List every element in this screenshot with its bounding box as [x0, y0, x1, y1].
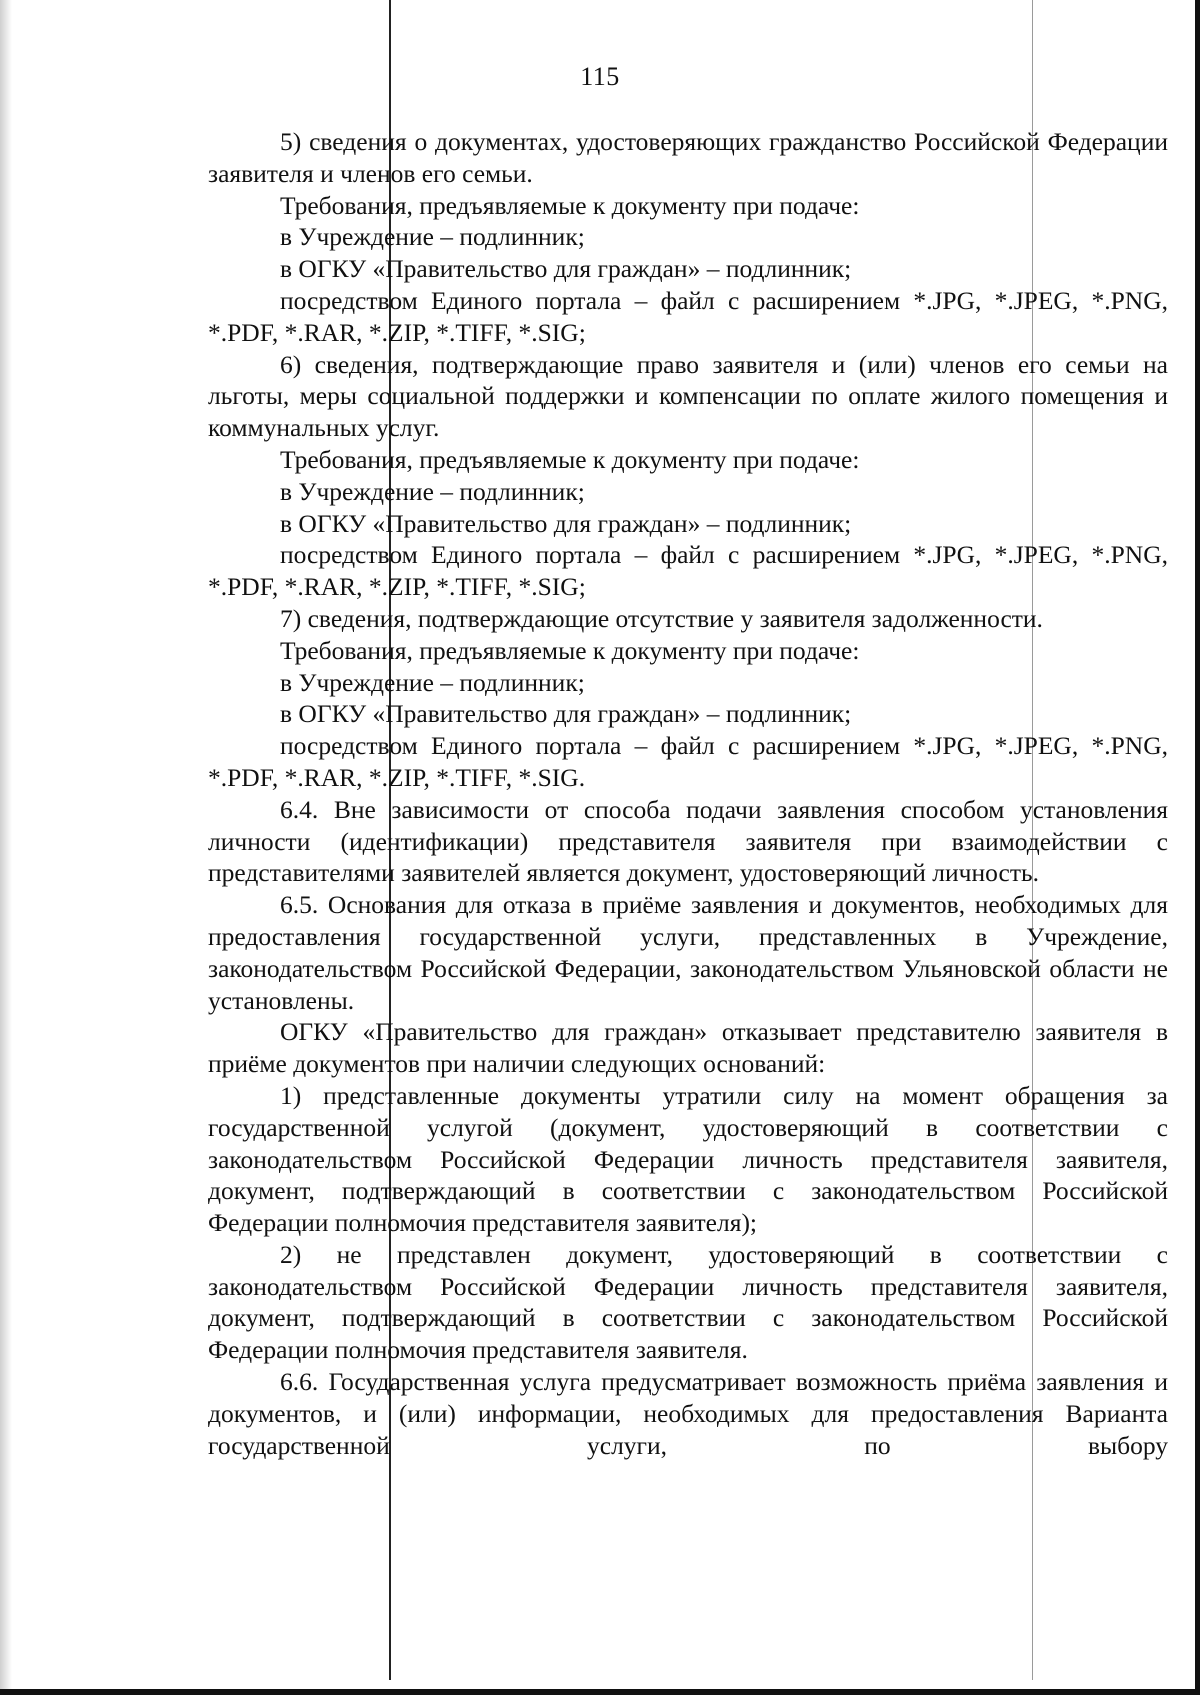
paragraph: в Учреждение – подлинник;	[280, 222, 585, 252]
paragraph: в ОГКУ «Правительство для граждан» – подлинник;	[280, 508, 852, 538]
scan-edge-bar	[1195, 0, 1200, 1695]
page-number: 115	[580, 62, 620, 91]
paragraph: посредством Единого портала – файл с расширением *.JPG, *.JPEG, *.PNG, *.PDF, *.RAR, *.ZIP, *.TIFF, *.SIG.	[208, 731, 1168, 792]
paragraph: Требования, предъявляемые к документу при подаче:	[280, 444, 860, 474]
paragraph: посредством Единого портала – файл с расширением *.JPG, *.JPEG, *.PNG, *.PDF, *.RAR, *.ZIP, *.TIFF, *.SIG;	[208, 285, 1168, 347]
paragraph: в ОГКУ «Правительство для граждан» – подлинник;	[280, 699, 852, 729]
document-body	[208, 126, 1168, 1461]
paragraph: ОГКУ «Правительство для граждан» отказывает представителю заявителя в приёме документов при наличии следующих оснований:	[208, 1017, 1168, 1079]
paragraph: в Учреждение – подлинник;	[280, 476, 585, 506]
paragraph: 6.6. Государственная услуга предусматривает возможность приёма заявления и документов, и (или) информации, необходимых для предоставления Варианта государственной услуги, по выбору	[208, 1367, 1168, 1460]
scan-edge-bar	[0, 1689, 1200, 1695]
paragraph: 5) сведения о документах, удостоверяющих гражданство Российской Федерации заявителя и членов его семьи.	[208, 127, 1168, 188]
paragraph: Требования, предъявляемые к документу при подаче:	[280, 635, 860, 665]
paragraph: 7) сведения, подтверждающие отсутствие у заявителя задолженности.	[280, 603, 1043, 633]
paragraph: 6.5. Основания для отказа в приёме заявления и документов, необходимых для предоставления государственной услуги, представленных в Учреждение, законодательством Российской Федерации, законодательством Ульяновской области не установлены.	[208, 890, 1168, 1015]
paragraph: 6.4. Вне зависимости от способа подачи заявления способом установления личности (идентификации) представителя заявителя при взаимодействии с представителями заявителей является документ, удостоверяющий личность.	[208, 794, 1168, 888]
scan-edge-shadow	[0, 0, 12, 1695]
paragraph: 1) представленные документы утратили силу на момент обращения за государственной услугой (документ, удостоверяющий в соответствии с законодательством Российской Федерации личность представителя заявителя, документ, подтверждающий в соответствии с законодательством Российской Федерации полномочия представителя заявителя);	[208, 1080, 1168, 1238]
paragraph: 2) не представлен документ, удостоверяющий в соответствии с законодательством Российской Федерации личность представителя заявителя, документ, подтверждающий в соответствии с законодательством Российской Федерации полномочия представителя заявителя.	[208, 1239, 1168, 1365]
paragraph: 6) сведения, подтверждающие право заявителя и (или) членов его семьи на льготы, меры социальной поддержки и компенсации по оплате жилого помещения и коммунальных услуг.	[208, 349, 1168, 443]
paragraph: в ОГКУ «Правительство для граждан» – подлинник;	[280, 254, 852, 284]
paragraph: посредством Единого портала – файл с расширением *.JPG, *.JPEG, *.PNG, *.PDF, *.RAR, *.ZIP, *.TIFF, *.SIG;	[208, 540, 1168, 602]
paragraph: Требования, предъявляемые к документу при подаче:	[280, 190, 860, 220]
paragraph: в Учреждение – подлинник;	[280, 667, 585, 697]
